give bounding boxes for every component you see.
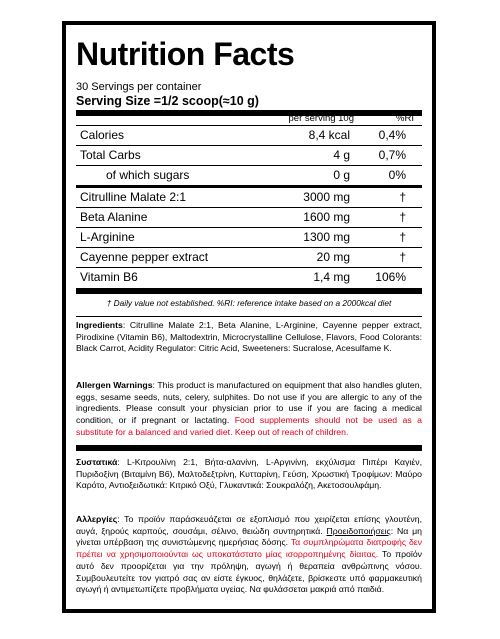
allergen-gr-text-1: : Το προϊόν παράσκευάζεται σε εξοπλισμό που χειρίζεται επίσης γλουτένη, αυγά, ξηρούς καρπούς, σουσάμι, σέλινο, θειώδη συντηρητικά. xyxy=(76,514,422,536)
thick-divider xyxy=(76,288,422,294)
row-ri: 0,7% xyxy=(378,148,406,162)
supplement-warning: Food supplements should not be used as a substitute for a balanced and varied diet. Keep out of reach of children. xyxy=(76,415,422,437)
row-l-arginine xyxy=(76,228,422,247)
row-ri: † xyxy=(399,210,406,224)
row-citrulline-malate xyxy=(76,188,422,207)
row-name: Vitamin B6 xyxy=(80,270,138,284)
row-name: of which sugars xyxy=(106,168,190,182)
thick-divider xyxy=(76,110,422,116)
row-value: 3000 mg xyxy=(303,190,350,204)
row-name: Beta Alanine xyxy=(80,210,148,224)
ri-footnote: † Daily value not established. %RI: reference intake based on a 2000kcal diet xyxy=(106,298,392,308)
row-value: 4 g xyxy=(333,148,350,162)
divider xyxy=(76,316,422,317)
row-ri: 0,4% xyxy=(378,128,406,142)
row-value: 1600 mg xyxy=(303,210,350,224)
row-cayenne-pepper xyxy=(76,248,422,267)
row-ri: † xyxy=(399,190,406,204)
ingredients-gr xyxy=(76,457,422,492)
allergen-gr-text-2: : Να μη γίνεται υπέρβαση της συνιστώμενης ημερήσιας δόσης. xyxy=(76,525,422,548)
servings-per-container: 30 Servings per container xyxy=(76,81,202,93)
nutrition-facts-panel xyxy=(62,21,436,613)
row-beta-alanine xyxy=(76,208,422,227)
column-header-ri: %RI xyxy=(396,113,414,124)
row-value: 8,4 kcal xyxy=(308,128,350,142)
ingredients-gr-label: Συστατικά xyxy=(76,457,118,467)
row-total-carbs xyxy=(76,146,422,165)
ingredients-text: : Citrulline Malate 2:1, Beta Alanine, L-Arginine, Cayenne pepper extract, Pirodixine (Vitamin B6), Maltodextrin, Microcrystalline Cellulose, Flavors, Food Colorants: Black Carrot, Acidity Regulator: Citric Acid, Sweeteners: Sucralose, Acesulfame K. xyxy=(76,320,422,354)
allergen-gr-label: Αλλεργίες xyxy=(76,514,118,524)
row-value: 1300 mg xyxy=(303,230,350,244)
row-name: L-Arginine xyxy=(80,230,135,244)
row-value: 20 mg xyxy=(316,250,350,264)
row-ri: † xyxy=(399,230,406,244)
row-name: Citrulline Malate 2:1 xyxy=(80,190,187,204)
row-value: 0 g xyxy=(333,168,350,182)
row-ri: 0% xyxy=(388,168,406,182)
row-ri: † xyxy=(399,250,406,264)
row-sugars xyxy=(76,166,422,185)
ingredients-label: Ingredients xyxy=(76,320,123,330)
warnings-gr-label: Προειδοποιήσεις xyxy=(326,525,391,536)
thick-divider xyxy=(76,445,422,451)
allergen-warnings-gr xyxy=(76,514,422,596)
row-calories xyxy=(76,126,422,145)
serving-size: Serving Size =1/2 scoop(≈10 g) xyxy=(76,94,259,108)
row-name: Cayenne pepper extract xyxy=(80,250,209,264)
row-name: Calories xyxy=(80,128,125,142)
allergen-text: : This product is manufactured on equipment that also handles gluten, eggs, sesame seeds, nuts, celery, sulphites. Do not use if you are allergic to any of the ingredients. Please consult your physician prior to use if you are facing a medical condition, or if pregnant or lactating. xyxy=(76,380,422,426)
row-name: Total Carbs xyxy=(80,148,141,162)
panel-title: Nutrition Facts xyxy=(76,36,295,72)
allergen-gr-text-3: Το προϊόν αυτό δεν προορίζεται για την πρόληψη, αγωγή ή θεραπεία ανθρώπινης νόσου. Συμβουλευτείτε τον γιατρό σας αν είστε έγκυος, θηλάζετε, βρίσκεστε υπό φαρμακευτική αγωγή ή αντιμετωπίζετε προβλήματα υγείας. Να φυλάσσεται μακριά από παιδιά. xyxy=(76,549,422,595)
row-vitamin-b6 xyxy=(76,268,422,287)
supplement-warning-gr: Τα συμπληρώματα διατροφής δεν πρέπει να χρησιμοποιούνται ως υποκατάστατο μίας ισορροπημένης δίαιτας. xyxy=(76,537,423,560)
column-header-per-serving: per serving 10g xyxy=(288,113,354,124)
allergen-warnings-en xyxy=(76,380,422,439)
ingredients-gr-text: : L-Κιτρουλίνη 2:1, Βήτα-αλανίνη, L-Αργινίνη, εκχύλισμα Πιπέρι Καγιέν, Πυριδοξίνη (Βιταμίνη Β6), Μαλτοδεξτρίνη, Κυτταρίνη, Γεύση, Χρωστική Τροφίμων: Μαύρο Καρότο, Αντιοξειδωτικά: Κιτρικό Οξύ, Γλυκαντικά: Σουκραλόζη, Ακετοσουλφάμη. xyxy=(76,457,422,491)
ingredients-en xyxy=(76,320,422,355)
allergen-label: Allergen Warnings xyxy=(76,380,153,390)
row-value: 1,4 mg xyxy=(313,270,350,284)
row-ri: 106% xyxy=(375,270,406,284)
